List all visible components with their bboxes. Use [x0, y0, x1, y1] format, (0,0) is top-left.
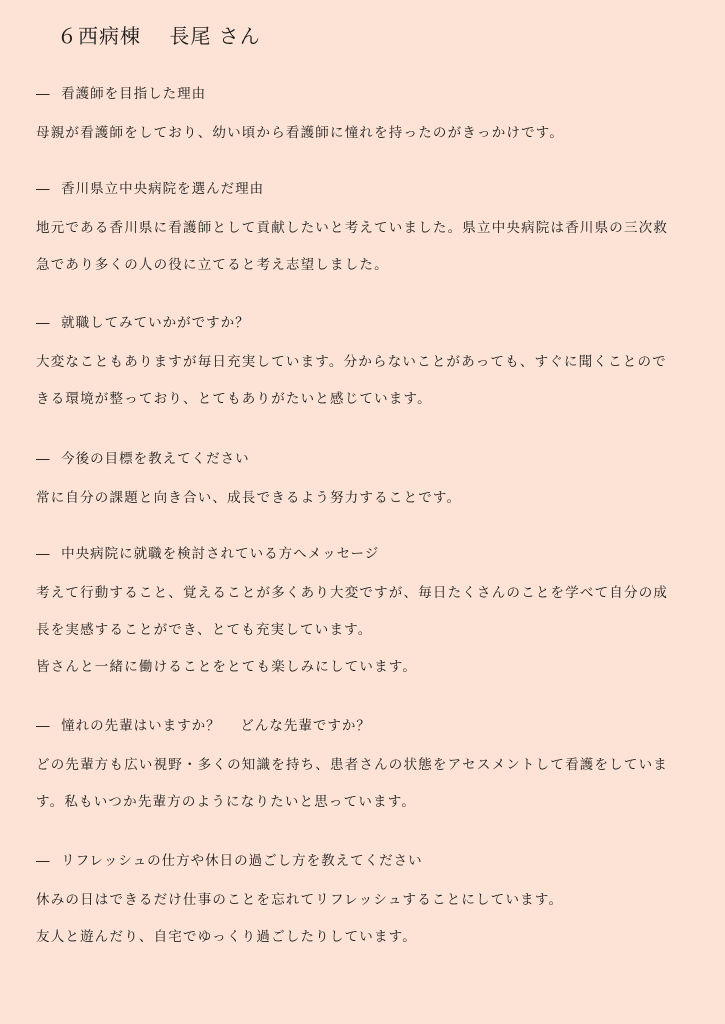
answer-line: 考えて行動すること、覚えることが多くあり大変ですが、毎日たくさんのことを学べて自分の成	[36, 585, 669, 601]
answer-line: 地元である香川県に看護師として貢献したいと考えていました。県立中央病院は香川県の三次救	[36, 220, 669, 236]
qa-section-admired-senior	[36, 716, 696, 812]
question-heading: ― 就職してみていかがですか？	[36, 315, 250, 331]
answer-line: 急であり多くの人の役に立てると考え志望しました。	[36, 257, 389, 273]
answer-line: 休みの日はできるだけ仕事のことを忘れてリフレッシュすることにしています。	[36, 892, 564, 908]
answer-line: きる環境が整っており、とてもありがたいと感じています。	[36, 391, 432, 407]
question-heading: ― 看護師を目指した理由	[36, 86, 207, 102]
answer-text	[36, 583, 696, 677]
qa-section-reason-nurse	[36, 84, 696, 143]
answer-text	[36, 755, 696, 812]
qa-section-future-goal	[36, 449, 696, 508]
answer-text	[36, 218, 696, 275]
answer-line: どの先輩方も広い視野・多くの知識を持ち、患者さんの状態をアセスメントして看護をしていま	[36, 757, 668, 773]
answer-line: 常に自分の課題と向き合い、成長できるよう努力することです。	[36, 490, 462, 506]
answer-line: 大変なこともありますが毎日充実しています。分からないことがあっても、すぐに聞くことので	[36, 354, 667, 370]
question-heading: ― 憧れの先輩はいますか？ どんな先輩ですか？	[36, 718, 371, 734]
qa-section-message	[36, 544, 696, 677]
answer-text	[36, 890, 696, 947]
answer-text	[36, 488, 696, 508]
answer-line: 皆さんと一緒に働けることをとても楽しみにしています。	[36, 659, 418, 675]
qa-section-how-is-work	[36, 313, 696, 409]
answer-line: 長を実感することができ、とても充実しています。	[36, 622, 373, 638]
question-heading: ― 今後の目標を教えてください	[36, 451, 250, 467]
question-heading: ― 香川県立中央病院を選んだ理由	[36, 181, 265, 197]
page-title: ６西病棟 長尾 さん	[57, 24, 261, 48]
answer-line: 母親が看護師をしており、幼い頃から看護師に憧れを持ったのがきっかけです。	[36, 125, 565, 141]
answer-text	[36, 352, 696, 409]
answer-text	[36, 123, 696, 143]
answer-line: 友人と遊んだり、自宅でゆっくり過ごしたりしています。	[36, 929, 417, 945]
question-heading: ― 中央病院に就職を検討されている方へメッセージ	[36, 546, 380, 562]
question-heading: ― リフレッシュの仕方や休日の過ごし方を教えてください	[36, 853, 423, 869]
qa-section-refresh-holiday	[36, 851, 696, 947]
qa-section-reason-hospital	[36, 179, 696, 275]
answer-line: す。私もいつか先輩方のようになりたいと思っています。	[36, 794, 417, 810]
